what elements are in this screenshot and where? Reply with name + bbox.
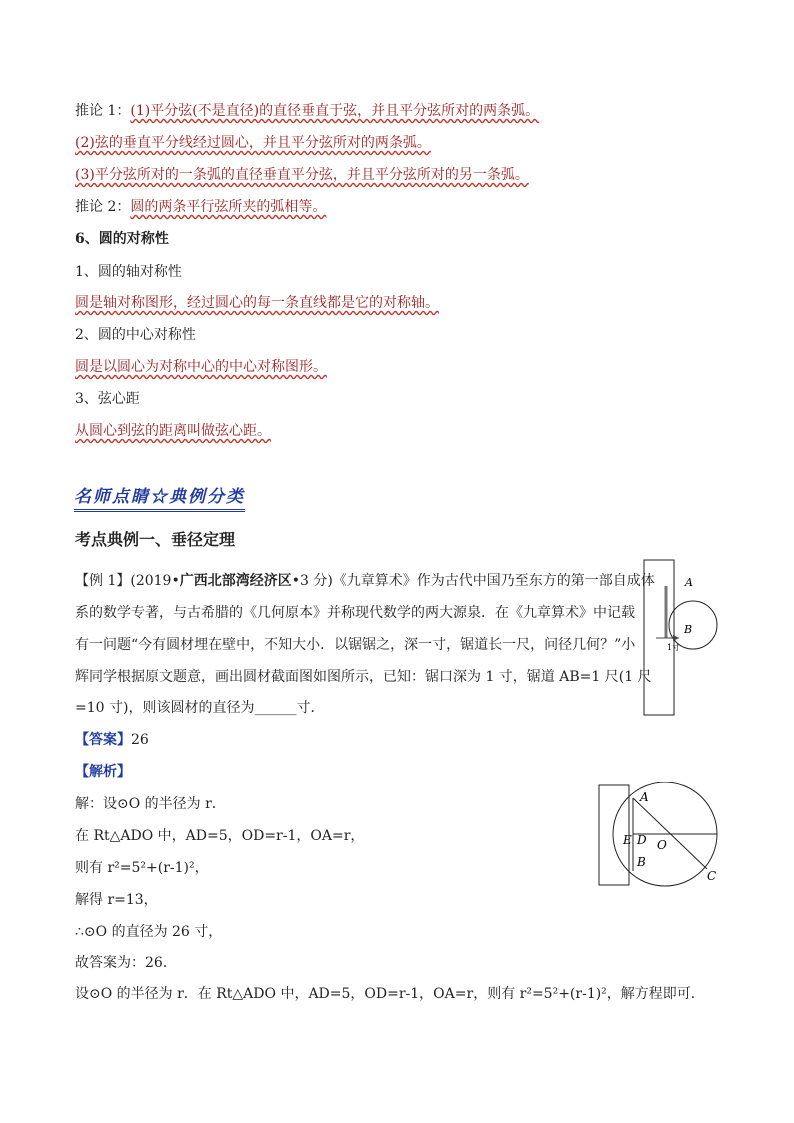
svg-text:B: B [637,855,646,869]
svg-text:A: A [685,576,693,589]
example-line-1: 【例 1】(2019•广西北部湾经济区•3 分)《九章算术》作为古代中国乃至东方的第一部自成体 [75,573,655,589]
answer-line: 【答案】26 [75,732,149,748]
inference-3: (3)平分弦所对的一条弧的直径垂直平分弦，并且平分弦所对的另一条弧。 [75,167,529,183]
arrow-icon [673,635,679,641]
analysis-line-2: 在 Rt△ADO 中，AD=5，OD=r-1，OA=r， [75,828,365,844]
svg-text:A: A [640,790,649,804]
subheading-chord-distance: 3、弦心距 [75,391,140,407]
subheading-axial: 1、圆的轴对称性 [75,264,182,280]
example-line-4: 辉同学根据原文题意，画出圆材截面图如图所示，已知：锯口深为 1 寸，锯道 AB=1 尺(1 尺 [75,669,652,685]
analysis-line-6: 故答案为：26． [75,955,177,971]
svg-text:E: E [623,833,632,847]
example-line-5: =10 寸)，则该圆材的直径为______寸． [75,700,325,716]
svg-text:B: B [684,623,693,636]
inference-1: 推论 1：(1)平分弦(不是直径)的直径垂直于弦，并且平分弦所对的两条弧。 [75,103,540,119]
svg-text:O: O [657,838,667,852]
subheading-central: 2、圆的中心对称性 [75,327,196,343]
analysis-label: 【解析】 [75,764,131,780]
analysis-line-4: 解得 r=13， [75,892,158,908]
axial-text: 圆是轴对称图形，经过圆心的每一条直线都是它的对称轴。 [75,295,439,311]
svg-text:C: C [707,869,717,883]
svg-text:1寸: 1寸 [667,643,681,652]
section-title: 6、圆的对称性 [75,231,169,247]
topic-heading: 考点典例一、垂径定理 [75,530,236,549]
example-line-2: 系的数学专著，与古希腊的《几何原本》并称现代数学的两大源泉．在《九章算术》中记载 [75,605,635,621]
corollary-2: 推论 2：圆的两条平行弦所夹的弧相等。 [75,199,327,215]
analysis-line-1: 解：设⊙O 的半径为 r． [75,796,226,812]
inference-2: (2)弦的垂直平分线经过圆心，并且平分弦所对的两条弧。 [75,135,431,151]
example-line-3: 有一问题“今有圆材埋在壁中，不知大小．以锯锯之，深一寸，锯道长一尺，问径几何？”小 [75,637,636,653]
circle-solution-figure [595,782,725,892]
svg-text:D: D [637,833,647,847]
analysis-line-3: 则有 r²=5²+(r-1)²， [75,860,209,876]
analysis-line-7: 设⊙O 的半径为 r．在 Rt△ADO 中，AD=5，OD=r-1，OA=r，则有 r²=5²+(r-1)²，解方程即可． [75,986,705,1002]
chord-distance-text: 从圆心到弦的距离叫做弦心距。 [75,423,271,439]
analysis-line-5: ∴⊙O 的直径为 26 寸， [75,924,223,940]
banner: 名师点睛☆典例分类 [74,487,245,507]
sawing-figure [636,558,726,718]
log-circle [669,601,717,649]
central-text: 圆是以圆心为对称中心的中心对称图形。 [75,359,327,375]
